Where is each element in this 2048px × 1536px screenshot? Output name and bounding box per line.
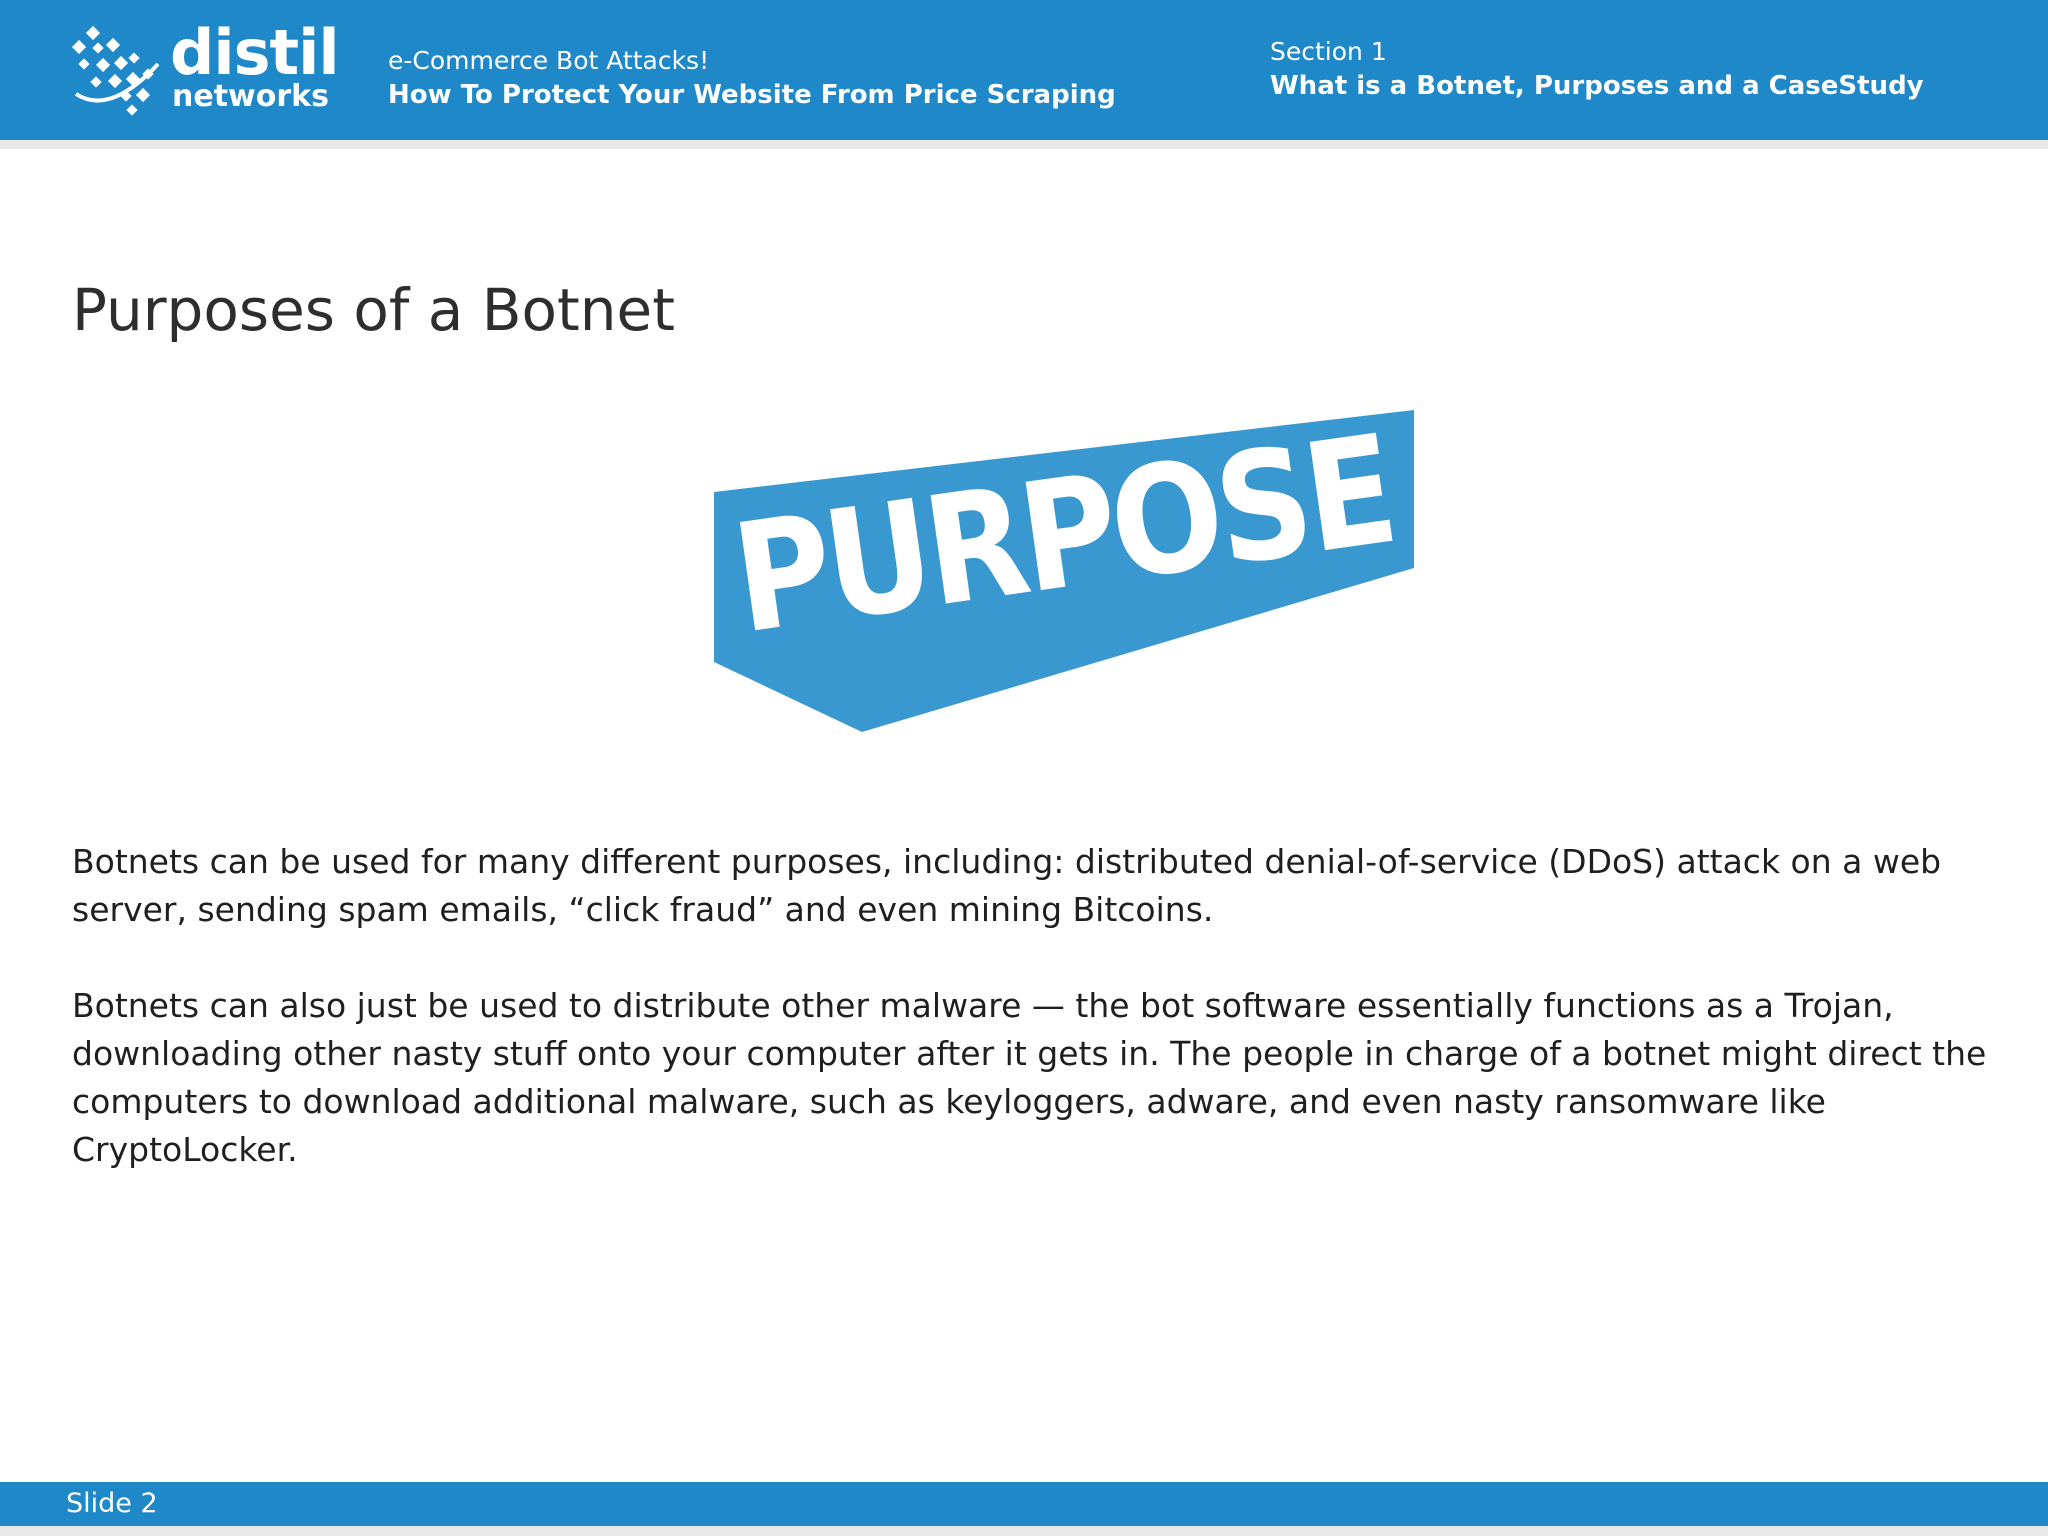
section-label: Section 1 — [1270, 37, 1387, 66]
purpose-banner-graphic — [700, 400, 1440, 750]
footer-divider — [0, 1526, 2048, 1536]
header-divider — [0, 140, 2048, 149]
logo-mark-icon — [70, 24, 170, 120]
slide-number: Slide 2 — [66, 1488, 158, 1519]
logo-submark: networks — [172, 79, 329, 114]
purpose-banner-icon — [700, 400, 1440, 750]
section-heading — [1270, 35, 1924, 103]
purpose-banner-text: PURPOSE — [724, 400, 1440, 668]
deck-subtitle: How To Protect Your Website From Price Scraping — [388, 80, 1116, 110]
footer-bar — [0, 1482, 2048, 1526]
section-title: What is a Botnet, Purposes and a CaseStudy — [1270, 71, 1924, 101]
slide-title: Purposes of a Botnet — [72, 276, 675, 344]
header-bar — [0, 0, 2048, 140]
slide-body — [72, 838, 1992, 1222]
deck-heading — [388, 44, 1116, 112]
logo-wordmark: distil — [170, 16, 339, 89]
deck-title: e-Commerce Bot Attacks! — [388, 46, 710, 75]
body-paragraph: Botnets can also just be used to distribute other malware — the bot software essentially functions as a Trojan, downloading other nasty stuff onto your computer after it gets in. The people in charge of a botnet might direct the computers to download additional malware, such as keyloggers, adware, and even nasty ransomware like CryptoLocker. — [72, 986, 1987, 1169]
body-paragraph: Botnets can be used for many different purposes, including: distributed denial-of-service (DDoS) attack on a web server, sending spam emails, “click fraud” and even mining Bitcoins. — [72, 842, 1942, 929]
distil-networks-logo — [70, 16, 339, 120]
